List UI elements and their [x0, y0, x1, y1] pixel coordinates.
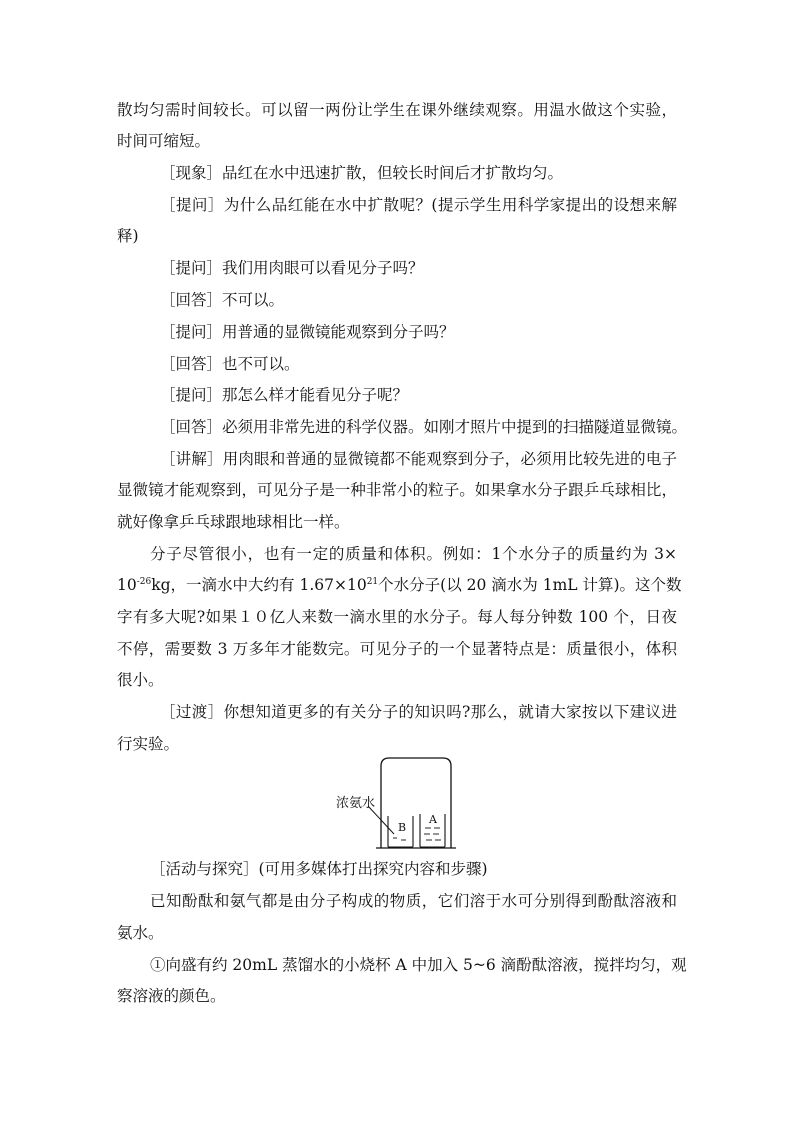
step-line: ①向盛有约 20mL 蒸馏水的小烧杯 A 中加入 5~6 滴酚酞溶液，搅拌均匀，观 [150, 956, 687, 974]
paragraph-line: 时间可缩短。 [117, 132, 211, 150]
answer-line: ［回答］不可以。 [160, 291, 285, 309]
answer-line: ［回答］必须用非常先进的科学仪器。如刚才照片中提到的扫描隧道显微镜。 [160, 418, 688, 436]
paragraph-line: 散均匀需时间较长。可以留一两份让学生在课外继续观察。用温水做这个实验， [117, 101, 677, 119]
explanation-line: ［讲解］用肉眼和普通的显微镜都不能观察到分子，必须用比较先进的电子 [160, 450, 677, 468]
question-line: ［提问］那怎么样才能看见分子呢？ [160, 386, 409, 404]
paragraph-line: $10^{-26}kg$，一滴水中大约有 $1.67\times 10^{21}$个水分子(以 20 滴水为 1mL 计算)。这个数 [117, 576, 682, 594]
exponent: -26 [136, 576, 152, 587]
paragraph-line: 字有多大呢?如果１０亿人来数一滴水里的水分子。每人每分钟数 100 个，日夜 [117, 608, 677, 626]
paragraph-line: 分子尽管很小，也有一定的质量和体积。例如：1个水分子的质量约为 3× [150, 545, 677, 563]
paragraph-line: 已知酚酞和氨气都是由分子构成的物质，它们溶于水可分别得到酚酞溶液和 [150, 892, 677, 910]
transition-line: ［过渡］你想知道更多的有关分子的知识吗?那么，就请大家按以下建议进 [160, 703, 677, 721]
explanation-line: 就好像拿乒乓球跟地球相比一样。 [117, 513, 350, 531]
phenomenon-line: ［现象］品红在水中迅速扩散，但较长时间后才扩散均匀。 [160, 164, 564, 182]
explanation-line: 显微镜才能观察到，可见分子是一种非常小的粒子。如果拿水分子跟乒乓球相比， [117, 481, 677, 499]
activity-line: ［活动与探究］(可用多媒体打出探究内容和步骤) [150, 860, 488, 878]
beaker-b-label: B [398, 821, 407, 834]
question-line: 释) [117, 227, 139, 245]
exponent: 21 [366, 576, 379, 587]
ammonia-label: 浓氨水 [336, 796, 376, 811]
paragraph-line: 氨水。 [117, 924, 164, 942]
step-line: 察溶液的颜色。 [117, 987, 226, 1005]
question-line: ［提问］我们用肉眼可以看见分子吗？ [160, 259, 424, 277]
paragraph-line: 不停，需要数 3 万多年才能数完。可见分子的一个显著特点是：质量很小，体积 [117, 640, 677, 658]
question-line: ［提问］用普通的显微镜能观察到分子吗？ [160, 323, 455, 341]
paragraph-line: 很小。 [117, 671, 164, 689]
question-line: ［提问］为什么品红能在水中扩散呢？(提示学生用科学家提出的设想来解 [160, 196, 677, 214]
beaker-a-label: A [429, 813, 437, 826]
experiment-figure [336, 754, 466, 854]
transition-line: 行实验。 [117, 735, 180, 753]
answer-line: ［回答］也不可以。 [160, 355, 300, 373]
